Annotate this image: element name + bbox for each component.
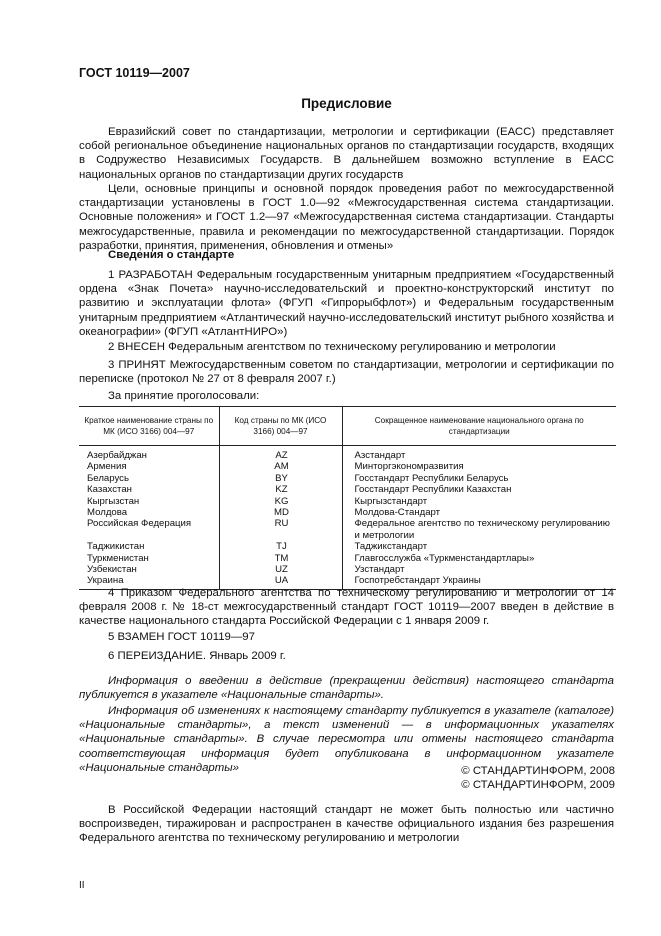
item-3-adopted: 3 ПРИНЯТ Межгосударственным советом по стандартизации, метрологии и сертификации по переписке (протокол № 27 от 8 февраля 2007 г.)	[79, 359, 614, 386]
standards-body-cell: Молдова-Стандарт	[342, 507, 616, 518]
item-5-replaces: 5 ВЗАМЕН ГОСТ 10119—97	[108, 631, 255, 643]
country-cell: Украина	[79, 575, 219, 589]
intro-paragraph-1: Евразийский совет по стандартизации, метрологии и сертификации (ЕАСС) представляет собой региональное объединение национальных органов по стандартизации государств, входящих в Содружество Независимых Государств. В дальнейшем возможно вступление в ЕАСС национальных органов по стандартизации других государств	[79, 126, 614, 181]
notice-paragraph-2: Информация об изменениях к настоящему стандарту публикуется в указателе (каталоге) «Национальные стандарты», а текст изменений — в информационных указателях «Национальные стандарты». В случае пересмотра или отмены настоящего стандарта соответствующая информация будет опубликована в информационном указателе «Национальные стандарты»	[79, 705, 614, 774]
standards-body-cell: Узстандарт	[342, 564, 616, 575]
table-row	[79, 541, 616, 552]
country-cell: Узбекистан	[87, 564, 137, 576]
page-number: II	[79, 880, 85, 891]
copyright-line-1: © СТАНДАРТИНФОРМ, 2008	[461, 765, 615, 777]
country-cell: Молдова	[87, 507, 128, 519]
standards-body-cell: Госстандарт Республики Казахстан	[342, 484, 616, 495]
reproduction-notice: В Российской Федерации настоящий стандарт не может быть полностью или частично воспроизведен, тиражирован и распространен в качестве официального издания без разрешения Федерального агентства по техническому регулированию и метрологии	[79, 804, 614, 845]
copyright-line-2: © СТАНДАРТИНФОРМ, 2009	[461, 779, 615, 791]
table-row	[79, 484, 616, 495]
country-cell: Казахстан	[87, 484, 132, 496]
country-cell: Беларусь	[87, 472, 129, 484]
country-code-cell: TJ	[219, 541, 342, 552]
table-row	[79, 553, 616, 564]
country-code-cell: AZ	[219, 446, 342, 462]
notice-paragraph-1: Информация о введении в действие (прекращении действия) настоящего стандарта публикуется в указателе «Национальные стандарты».	[79, 675, 614, 702]
document-header: ГОСТ 10119—2007	[79, 66, 190, 80]
country-code-cell: MD	[219, 507, 342, 518]
item-6-reissue: 6 ПЕРЕИЗДАНИЕ. Январь 2009 г.	[108, 650, 286, 662]
country-code-cell: RU	[219, 518, 342, 541]
country-cell: Туркменистан	[87, 552, 149, 564]
standards-body-cell: Федеральное агентство по техническому регулированию и метрологии	[342, 518, 616, 541]
country-code-cell: UZ	[219, 564, 342, 575]
table-row	[79, 473, 616, 484]
item-4-order: 4 Приказом Федерального агентства по техническому регулированию и метрологии от 14 февраля 2008 г. № 18-ст межгосударственный стандарт ГОСТ 10119—2007 введен в действие в качестве национального стандарта Российской Федерации с 1 января 2009 г.	[79, 587, 614, 628]
standards-body-cell: Азстандарт	[342, 446, 616, 462]
country-code-cell: BY	[219, 473, 342, 484]
standards-body-cell: Таджикстандарт	[342, 541, 616, 552]
country-code-cell: KZ	[219, 484, 342, 495]
table-header-country: Краткое наименование страны по МК (ИСО 3166) 004—97	[79, 407, 219, 446]
table-header-row	[79, 407, 616, 446]
table-row	[79, 496, 616, 507]
voting-table	[79, 406, 616, 590]
table-header-code: Код страны по МК (ИСО 3166) 004—97	[219, 407, 342, 446]
item-1-developed: 1 РАЗРАБОТАН Федеральным государственным унитарным предприятием «Государственный ордена «Знак Почета» научно-исследовательский и проектно-конструкторский институт по развитию и эксплуатации флота» (ФГУП «Гипрорыбфлот») и Федеральным государственным унитарным предприятием «Атлантический научно-исследовательский институт рыбного хозяйства и океанографии» (ФГУП «АтлантНИРО»)	[79, 269, 614, 338]
standards-body-cell: Госстандарт Республики Беларусь	[342, 473, 616, 484]
country-code-cell: KG	[219, 496, 342, 507]
item-2-introduced: 2 ВНЕСЕН Федеральным агентством по техническому регулированию и метрологии	[108, 341, 556, 353]
intro-paragraph-2: Цели, основные принципы и основной порядок проведения работ по межгосударственной стандартизации установлены в ГОСТ 1.0—92 «Межгосударственная система стандартизации. Основные положения» и ГОСТ 1.2—97 «Межгосударственная система стандартизации. Стандарты межгосударственные, правила и рекомендации по межгосударственной стандартизации. Порядок разработки, принятия, применения, обновления и отмены»	[79, 183, 614, 252]
standards-body-cell: Главгосслужба «Туркменстандартлары»	[342, 553, 616, 564]
country-code-cell: AM	[219, 461, 342, 472]
section-heading: Сведения о стандарте	[108, 249, 235, 261]
table-row	[79, 446, 616, 462]
standards-body-cell: Госпотребстандарт Украины	[342, 575, 616, 589]
table-row	[79, 564, 616, 575]
country-code-cell: UA	[219, 575, 342, 589]
standards-body-cell: Минторгэкономразвития	[342, 461, 616, 472]
table-row	[79, 518, 616, 541]
page-title: Предисловие	[301, 96, 392, 111]
country-code-cell: TM	[219, 553, 342, 564]
country-cell: Кыргызстан	[87, 495, 140, 507]
voted-label: За принятие проголосовали:	[108, 390, 260, 402]
country-cell: Таджикистан	[87, 541, 145, 553]
country-cell: Азербайджан	[87, 450, 147, 461]
standards-body-cell: Кыргызстандарт	[342, 496, 616, 507]
table-header-org: Сокращенное наименование национального органа по стандартизации	[342, 407, 616, 446]
country-cell: Армения	[87, 461, 127, 473]
table-row	[79, 461, 616, 472]
country-cell: Российская Федерация	[87, 518, 192, 530]
table-row	[79, 507, 616, 518]
